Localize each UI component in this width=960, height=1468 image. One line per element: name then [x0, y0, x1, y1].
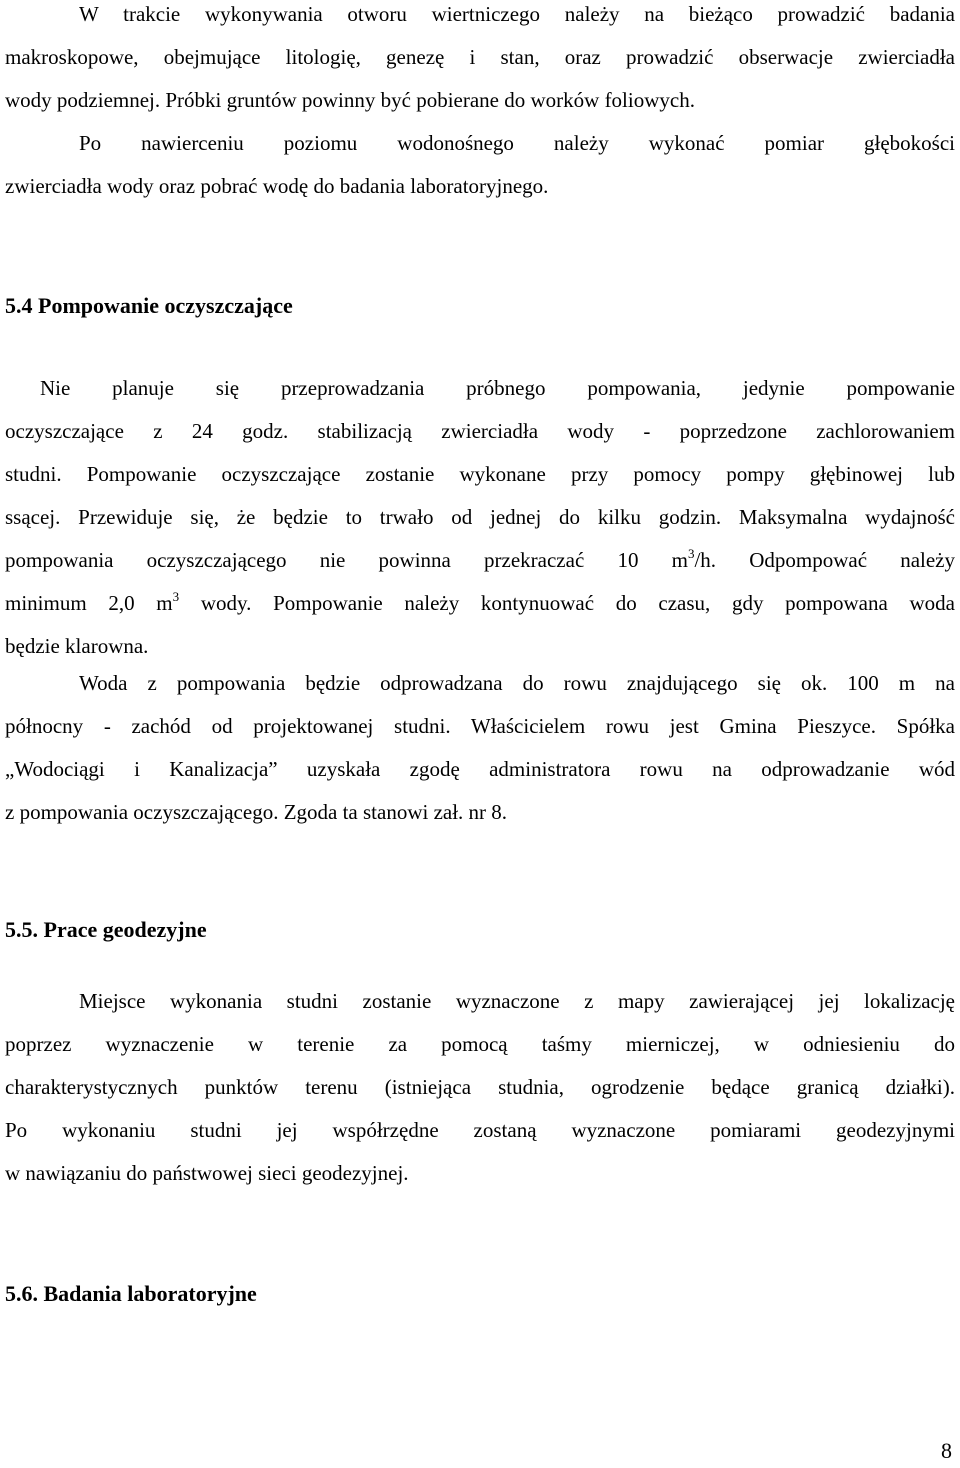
text-line: Nie planuje się przeprowadzania próbnego pompowania, jedynie pompowanie — [40, 376, 955, 400]
text-line: wody podziemnej. Próbki gruntów powinny być pobierane do worków foliowych. — [5, 88, 695, 112]
text-line: studni. Pompowanie oczyszczające zostanie wykonane przy pomocy pompy głębinowej lub — [5, 462, 955, 486]
superscript: 3 — [687, 546, 695, 561]
text-line: w nawiązaniu do państwowej sieci geodezyjnej. — [5, 1161, 409, 1185]
page-number: 8 — [941, 1438, 952, 1463]
text-line: Po nawierceniu poziomu wodonośnego należy wykonać pomiar głębokości — [79, 131, 955, 155]
text-line: Miejsce wykonania studni zostanie wyznaczone z mapy zawierającej jej lokalizację — [79, 989, 955, 1013]
text-line: z pompowania oczyszczającego. Zgoda ta stanowi zał. nr 8. — [5, 800, 508, 824]
text-line: poprzez wyznaczenie w terenie za pomocą taśmy mierniczej, w odniesieniu do — [5, 1032, 955, 1056]
section-heading-5-6: 5.6. Badania laboratoryjne — [5, 1281, 257, 1306]
text-line-with-superscript — [5, 539, 955, 582]
text-line: W trakcie wykonywania otworu wiertniczego należy na bieżąco prowadzić badania — [79, 2, 955, 26]
text-line-with-superscript — [5, 582, 955, 625]
text-segment: pompowania oczyszczającego nie powinna przekraczać 10 m — [5, 548, 688, 572]
text-segment: wody. Pompowanie należy kontynuować do czasu, gdy pompowana woda — [179, 591, 955, 615]
section-heading-5-5: 5.5. Prace geodezyjne — [5, 917, 207, 942]
text-line: oczyszczające z 24 godz. stabilizacją zwierciadła wody - poprzedzone zachlorowaniem — [5, 419, 955, 443]
text-line: Po wykonaniu studni jej współrzędne zostaną wyznaczone pomiarami geodezyjnymi — [5, 1118, 955, 1142]
text-line: makroskopowe, obejmujące litologię, genezę i stan, oraz prowadzić obserwacje zwierciadła — [5, 45, 955, 69]
paragraph-5-4-1 — [5, 367, 955, 668]
paragraph-5-5-1 — [5, 980, 955, 1195]
text-line: zwierciadła wody oraz pobrać wodę do badania laboratoryjnego. — [5, 174, 549, 198]
text-line: Woda z pompowania będzie odprowadzana do rowu znajdującego się ok. 100 m na — [79, 671, 955, 695]
superscript: 3 — [172, 589, 180, 604]
text-line: będzie klarowna. — [5, 634, 149, 658]
text-segment: minimum 2,0 m — [5, 591, 173, 615]
text-segment: /h. Odpompować należy — [694, 548, 955, 572]
paragraph-intro — [5, 0, 955, 208]
paragraph-5-4-2 — [5, 662, 955, 834]
text-line: charakterystycznych punktów terenu (istniejąca studnia, ogrodzenie będące granicą działki). — [5, 1075, 955, 1099]
text-line: „Wodociągi i Kanalizacja” uzyskała zgodę administratora rowu na odprowadzanie wód — [5, 757, 955, 781]
section-heading-5-4: 5.4 Pompowanie oczyszczające — [5, 293, 293, 318]
text-line: ssącej. Przewiduje się, że będzie to trwało od jednej do kilku godzin. Maksymalna wydajność — [5, 505, 955, 529]
text-line: północny - zachód od projektowanej studni. Właścicielem rowu jest Gmina Pieszyce. Spółka — [5, 714, 955, 738]
